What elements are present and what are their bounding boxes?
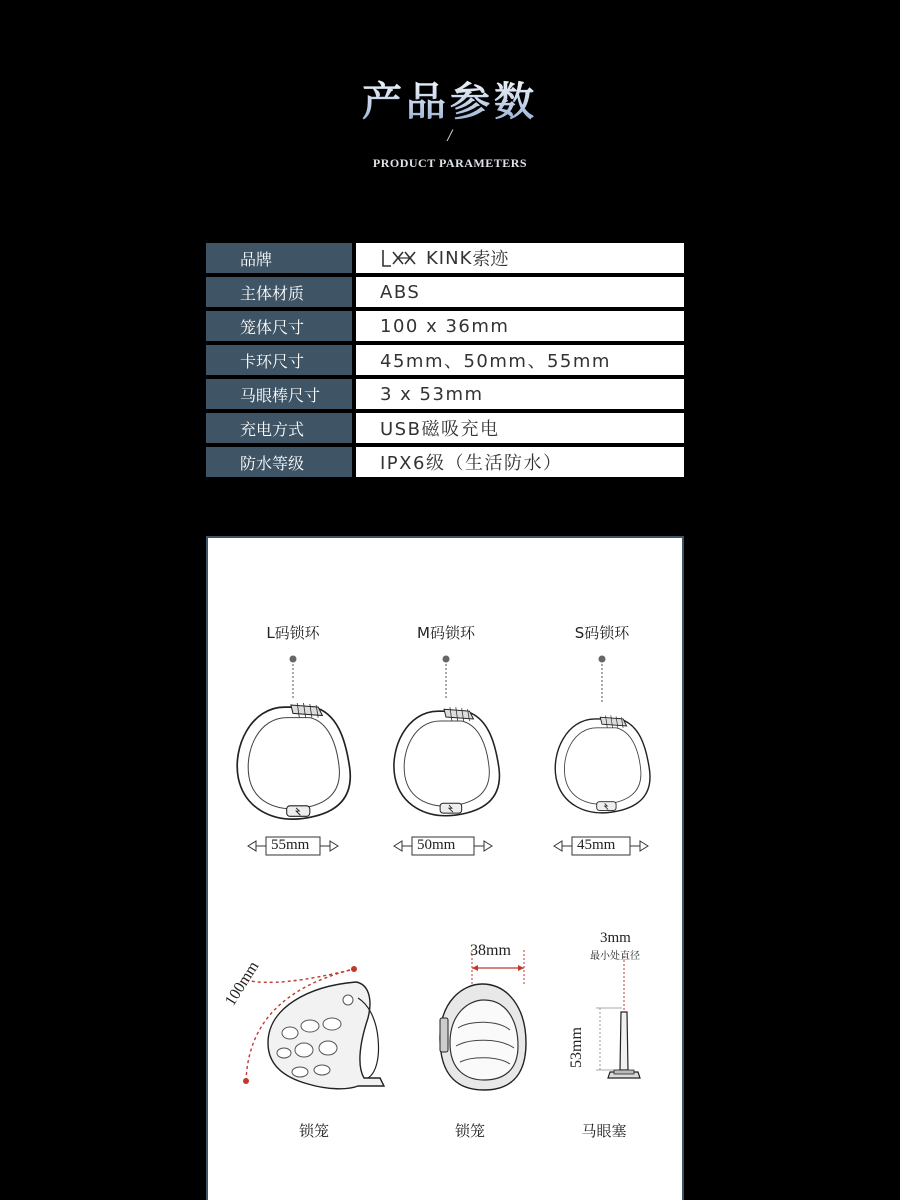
brand-logo xyxy=(380,245,508,271)
spec-value: 45mm、50mm、55mm xyxy=(356,345,684,375)
plug-diameter-note: 最小处直径 xyxy=(590,951,640,962)
brand-name-en: KINK xyxy=(426,247,473,269)
spec-key: 品牌 xyxy=(206,243,352,273)
page-subtitle: PRODUCT PARAMETERS xyxy=(372,156,528,170)
ring-m-size: 50mm xyxy=(417,837,456,853)
dimension-diagram-panel xyxy=(206,536,684,1200)
title-divider: / xyxy=(447,128,453,144)
cage-side-label: 锁笼 xyxy=(298,1122,329,1140)
spec-value xyxy=(356,243,684,273)
spec-row xyxy=(206,379,684,409)
ring-m-drawing xyxy=(394,656,500,856)
cage-side-drawing xyxy=(243,966,384,1089)
cage-length-dimension: 100mm xyxy=(222,958,263,1010)
ring-l-drawing xyxy=(237,656,350,856)
plug-drawing xyxy=(596,956,640,1078)
ring-l-label: L码锁环 xyxy=(266,624,320,642)
ring-m-label: M码锁环 xyxy=(417,624,475,642)
spec-key: 卡环尺寸 xyxy=(206,345,352,375)
spec-value: IPX6级（生活防水） xyxy=(356,447,684,477)
ring-s-drawing xyxy=(554,656,650,856)
cage-width-dimension: 38mm xyxy=(470,942,511,959)
page-title: 产品参数 xyxy=(0,70,900,127)
cage-front-drawing xyxy=(440,950,526,1090)
ring-s-size: 45mm xyxy=(577,837,616,853)
lockink-logo-mark-icon xyxy=(381,248,425,268)
spec-key: 防水等级 xyxy=(206,447,352,477)
spec-key: 充电方式 xyxy=(206,413,352,443)
spec-value: 3 x 53mm xyxy=(356,379,684,409)
spec-key: 笼体尺寸 xyxy=(206,311,352,341)
spec-row xyxy=(206,413,684,443)
plug-label: 马眼塞 xyxy=(581,1122,627,1140)
spec-key: 主体材质 xyxy=(206,277,352,307)
spec-row xyxy=(206,311,684,341)
ring-s-label: S码锁环 xyxy=(574,624,630,642)
spec-value: USB磁吸充电 xyxy=(356,413,684,443)
plug-length-dimension: 53mm xyxy=(568,1027,585,1068)
spec-table xyxy=(206,243,684,481)
spec-row xyxy=(206,345,684,375)
spec-row xyxy=(206,447,684,477)
spec-row xyxy=(206,277,684,307)
ring-l-size: 55mm xyxy=(271,837,310,853)
spec-row-brand xyxy=(206,243,684,273)
spec-value: ABS xyxy=(356,277,684,307)
cage-front-label: 锁笼 xyxy=(454,1122,485,1140)
spec-value: 100 x 36mm xyxy=(356,311,684,341)
brand-name-cn: 索迹 xyxy=(472,249,509,270)
spec-key: 马眼棒尺寸 xyxy=(206,379,352,409)
plug-diameter-dimension: 3mm xyxy=(600,930,631,946)
